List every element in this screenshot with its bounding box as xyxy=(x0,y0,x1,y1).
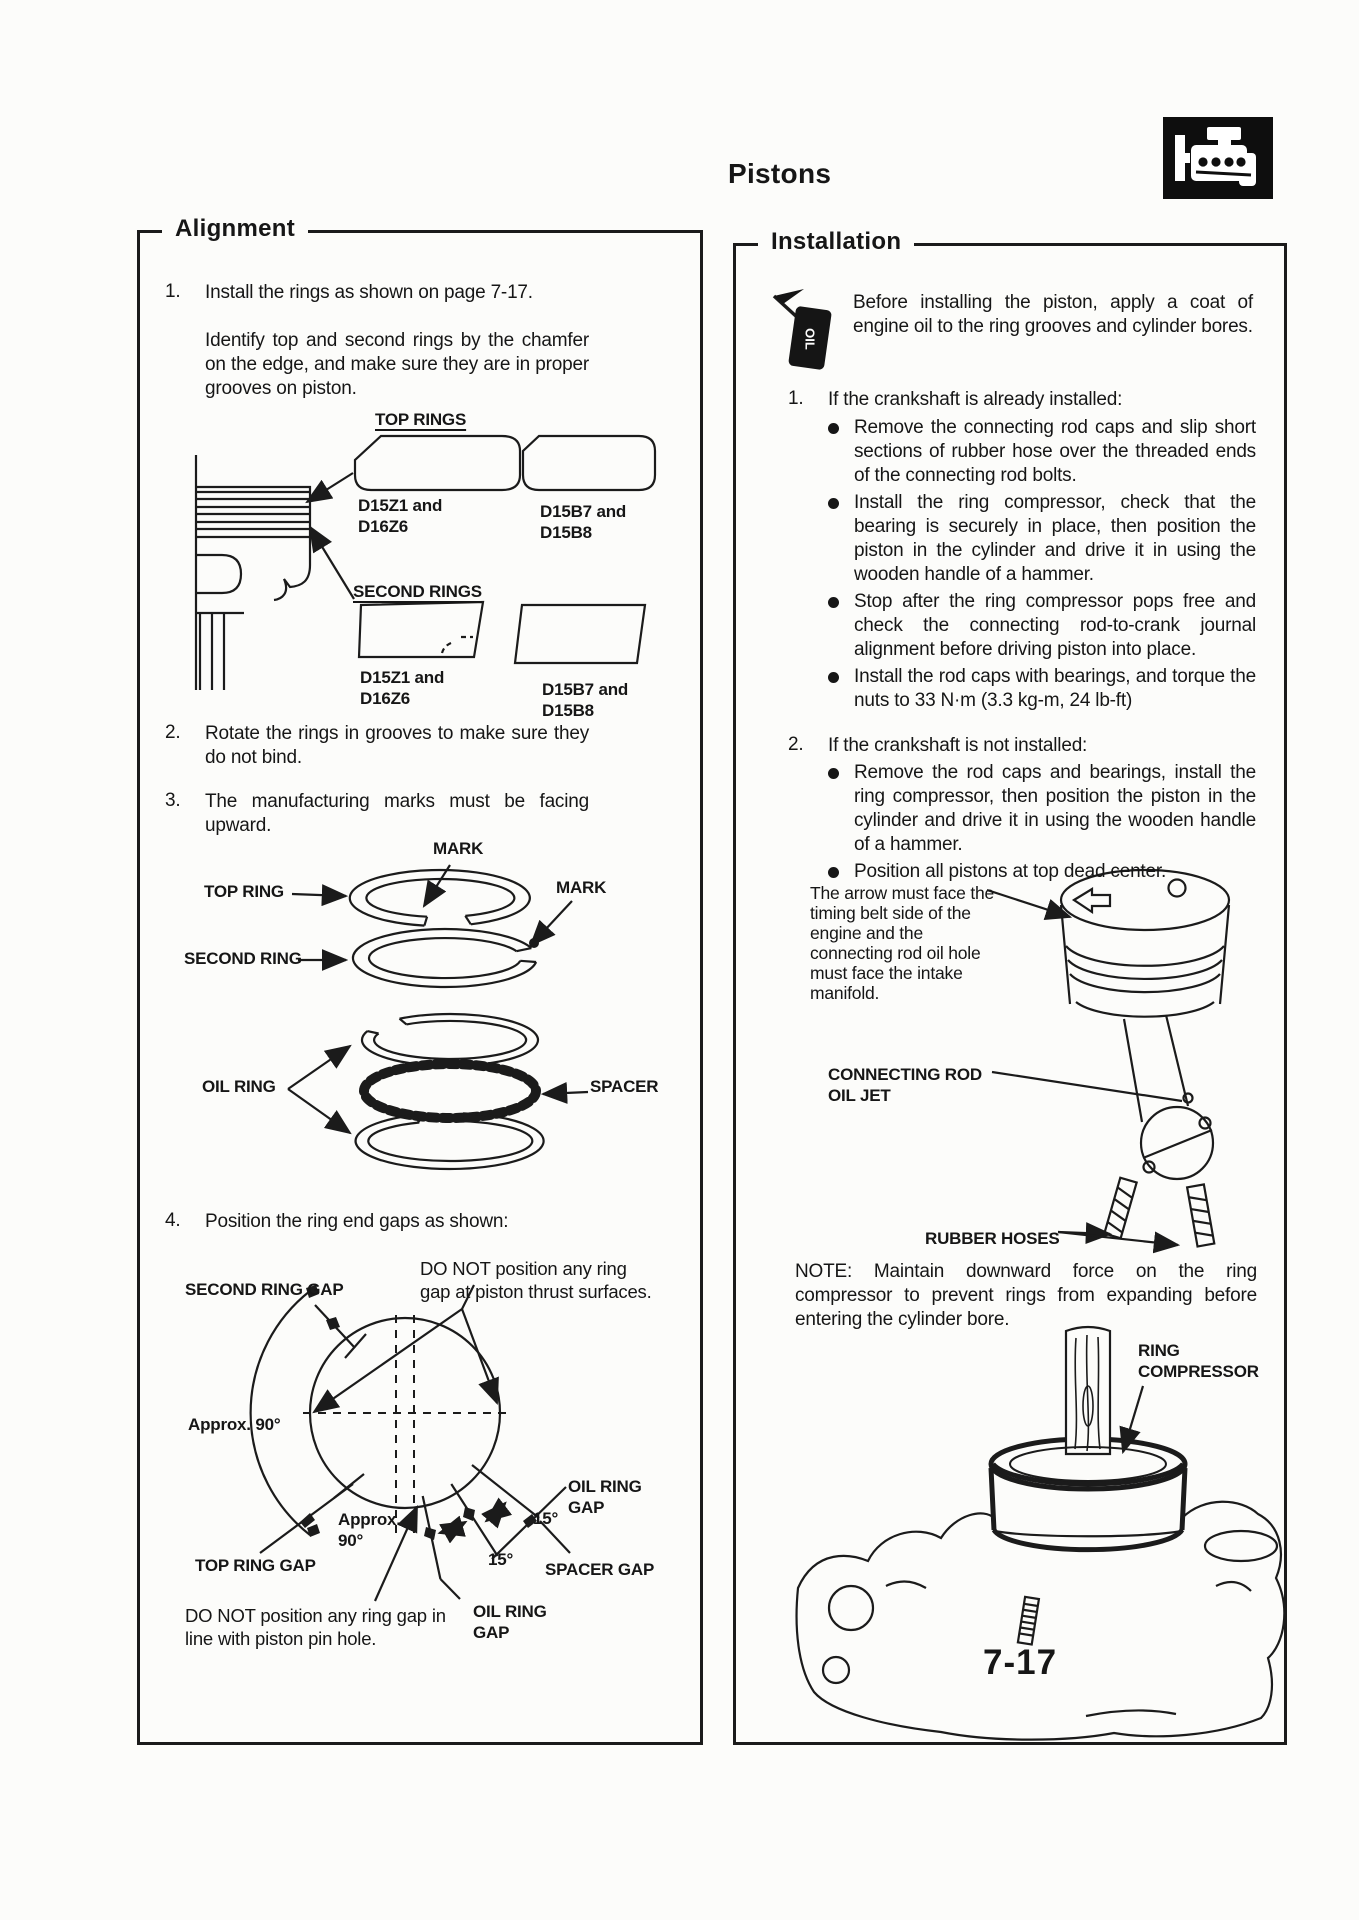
oil-can-label: OIL xyxy=(802,328,818,350)
bullet-item xyxy=(828,665,1256,713)
deg15-b-label: 15° xyxy=(533,1509,559,1528)
bullet-item xyxy=(828,590,1256,662)
alignment-step1-note: Identify top and second rings by the chamfer on the edge, and make sure they are in proper grooves on piston. xyxy=(205,330,589,399)
second-ring-gap-label: SECOND RING GAP xyxy=(185,1280,344,1299)
connecting-rod-oil-jet-label: CONNECTING ROD OIL JET xyxy=(828,1065,982,1105)
top-rings-right-models: D15B7 and D15B8 xyxy=(540,502,627,542)
step-text: The manufacturing marks must be facing upward. xyxy=(205,791,589,836)
mark-top-label: MARK xyxy=(433,839,484,858)
step-number: 4. xyxy=(165,1210,181,1231)
bullet-item xyxy=(828,491,1256,587)
bullet-item xyxy=(828,761,1256,857)
alignment-step-2 xyxy=(165,722,589,770)
second-rings-right-models: D15B7 and D15B8 xyxy=(542,680,629,720)
top-ring-label: TOP RING xyxy=(204,882,284,901)
ring-compressor-label: RING COMPRESSOR xyxy=(1138,1341,1259,1381)
piston-arrow-note: The arrow must face the timing belt side of the engine and the connecting rod oil hole must face the intake manifold. xyxy=(810,883,995,1003)
step-number: 2. xyxy=(165,722,181,743)
alignment-section-title: Alignment xyxy=(162,215,308,243)
bullet-item xyxy=(828,860,1256,884)
bullet-text: Position all pistons at top dead center. xyxy=(854,861,1167,882)
step-number: 2. xyxy=(788,734,804,755)
engine-icon-art xyxy=(1163,117,1273,199)
alignment-step-4 xyxy=(165,1210,589,1234)
alignment-section xyxy=(137,215,703,1745)
spacer-gap-label: SPACER GAP xyxy=(545,1560,655,1579)
installation-section-title: Installation xyxy=(758,228,914,256)
bullet-text: Stop after the ring compressor pops free and check the connecting rod-to-crank journal alignment before driving piston into place. xyxy=(854,591,1256,660)
page-title: Pistons xyxy=(728,158,832,189)
second-rings-label: SECOND RINGS xyxy=(353,582,482,601)
engine-icon xyxy=(1163,117,1273,199)
step-text: Position the ring end gaps as shown: xyxy=(205,1211,509,1232)
bullet-text: Remove the rod caps and bearings, install the ring compressor, then position the piston in the cylinder and drive it in using the wooden handle of a hammer. xyxy=(854,762,1256,855)
step-text: Rotate the rings in grooves to make sure they do not bind. xyxy=(205,723,589,768)
approx-90-center-label: Approx. 90° xyxy=(338,1510,401,1550)
mark-right-label: MARK xyxy=(556,878,607,897)
alignment-step-1 xyxy=(165,281,589,305)
page-number: 7-17 xyxy=(983,1643,1058,1682)
spacer-label: SPACER xyxy=(590,1077,659,1096)
second-ring-label: SECOND RING xyxy=(184,949,302,968)
step-text: If the crankshaft is already installed: xyxy=(828,389,1123,410)
approx-90-left-label: Approx. 90° xyxy=(188,1415,281,1434)
step-number: 1. xyxy=(788,388,804,409)
deg15-a-label: 15° xyxy=(488,1550,514,1569)
installation-step1-bullets xyxy=(828,416,1256,716)
step-number: 1. xyxy=(165,281,181,302)
top-ring-gap-label: TOP RING GAP xyxy=(195,1556,316,1575)
installation-section xyxy=(733,228,1287,1745)
installation-step2-bullets xyxy=(828,761,1256,887)
step-text: Install the rings as shown on page 7-17. xyxy=(205,282,533,303)
bullet-text: Remove the connecting rod caps and slip short sections of rubber hose over the threaded ends of the connecting rod bolts. xyxy=(854,417,1256,486)
step-text: If the crankshaft is not installed: xyxy=(828,735,1088,756)
oil-ring-label: OIL RING xyxy=(202,1077,276,1096)
rubber-hoses-label: RUBBER HOSES xyxy=(925,1229,1060,1248)
bullet-text: Install the ring compressor, check that the bearing is securely in place, then position the piston in the cylinder and drive it in using the wooden handle of a hammer. xyxy=(854,492,1256,585)
alignment-step-3 xyxy=(165,790,589,838)
installation-intro: Before installing the piston, apply a coat of engine oil to the ring grooves and cylinder bores. xyxy=(853,292,1253,337)
bullet-item xyxy=(828,416,1256,488)
installation-note: NOTE: Maintain downward force on the ring compressor to prevent rings from expanding before entering the cylinder bore. xyxy=(795,1261,1257,1330)
oil-ring-gap-bottom-label: OIL RING GAP xyxy=(473,1602,547,1642)
second-rings-left-models: D15Z1 and D16Z6 xyxy=(360,668,445,708)
step-number: 3. xyxy=(165,790,181,811)
top-rings-label: TOP RINGS xyxy=(375,410,467,429)
bullet-text: Install the rod caps with bearings, and torque the nuts to 33 N·m (3.3 kg-m, 24 lb-ft) xyxy=(854,666,1256,711)
pin-hole-note: DO NOT position any ring gap in line with piston pin hole. xyxy=(185,1605,446,1649)
top-rings-left-models: D15Z1 and D16Z6 xyxy=(358,496,443,536)
installation-step-2 xyxy=(788,734,1253,758)
oil-ring-gap-right-label: OIL RING GAP xyxy=(568,1477,642,1517)
thrust-surface-note: DO NOT position any ring gap at piston thrust surfaces. xyxy=(420,1258,652,1302)
installation-step-1 xyxy=(788,388,1253,412)
